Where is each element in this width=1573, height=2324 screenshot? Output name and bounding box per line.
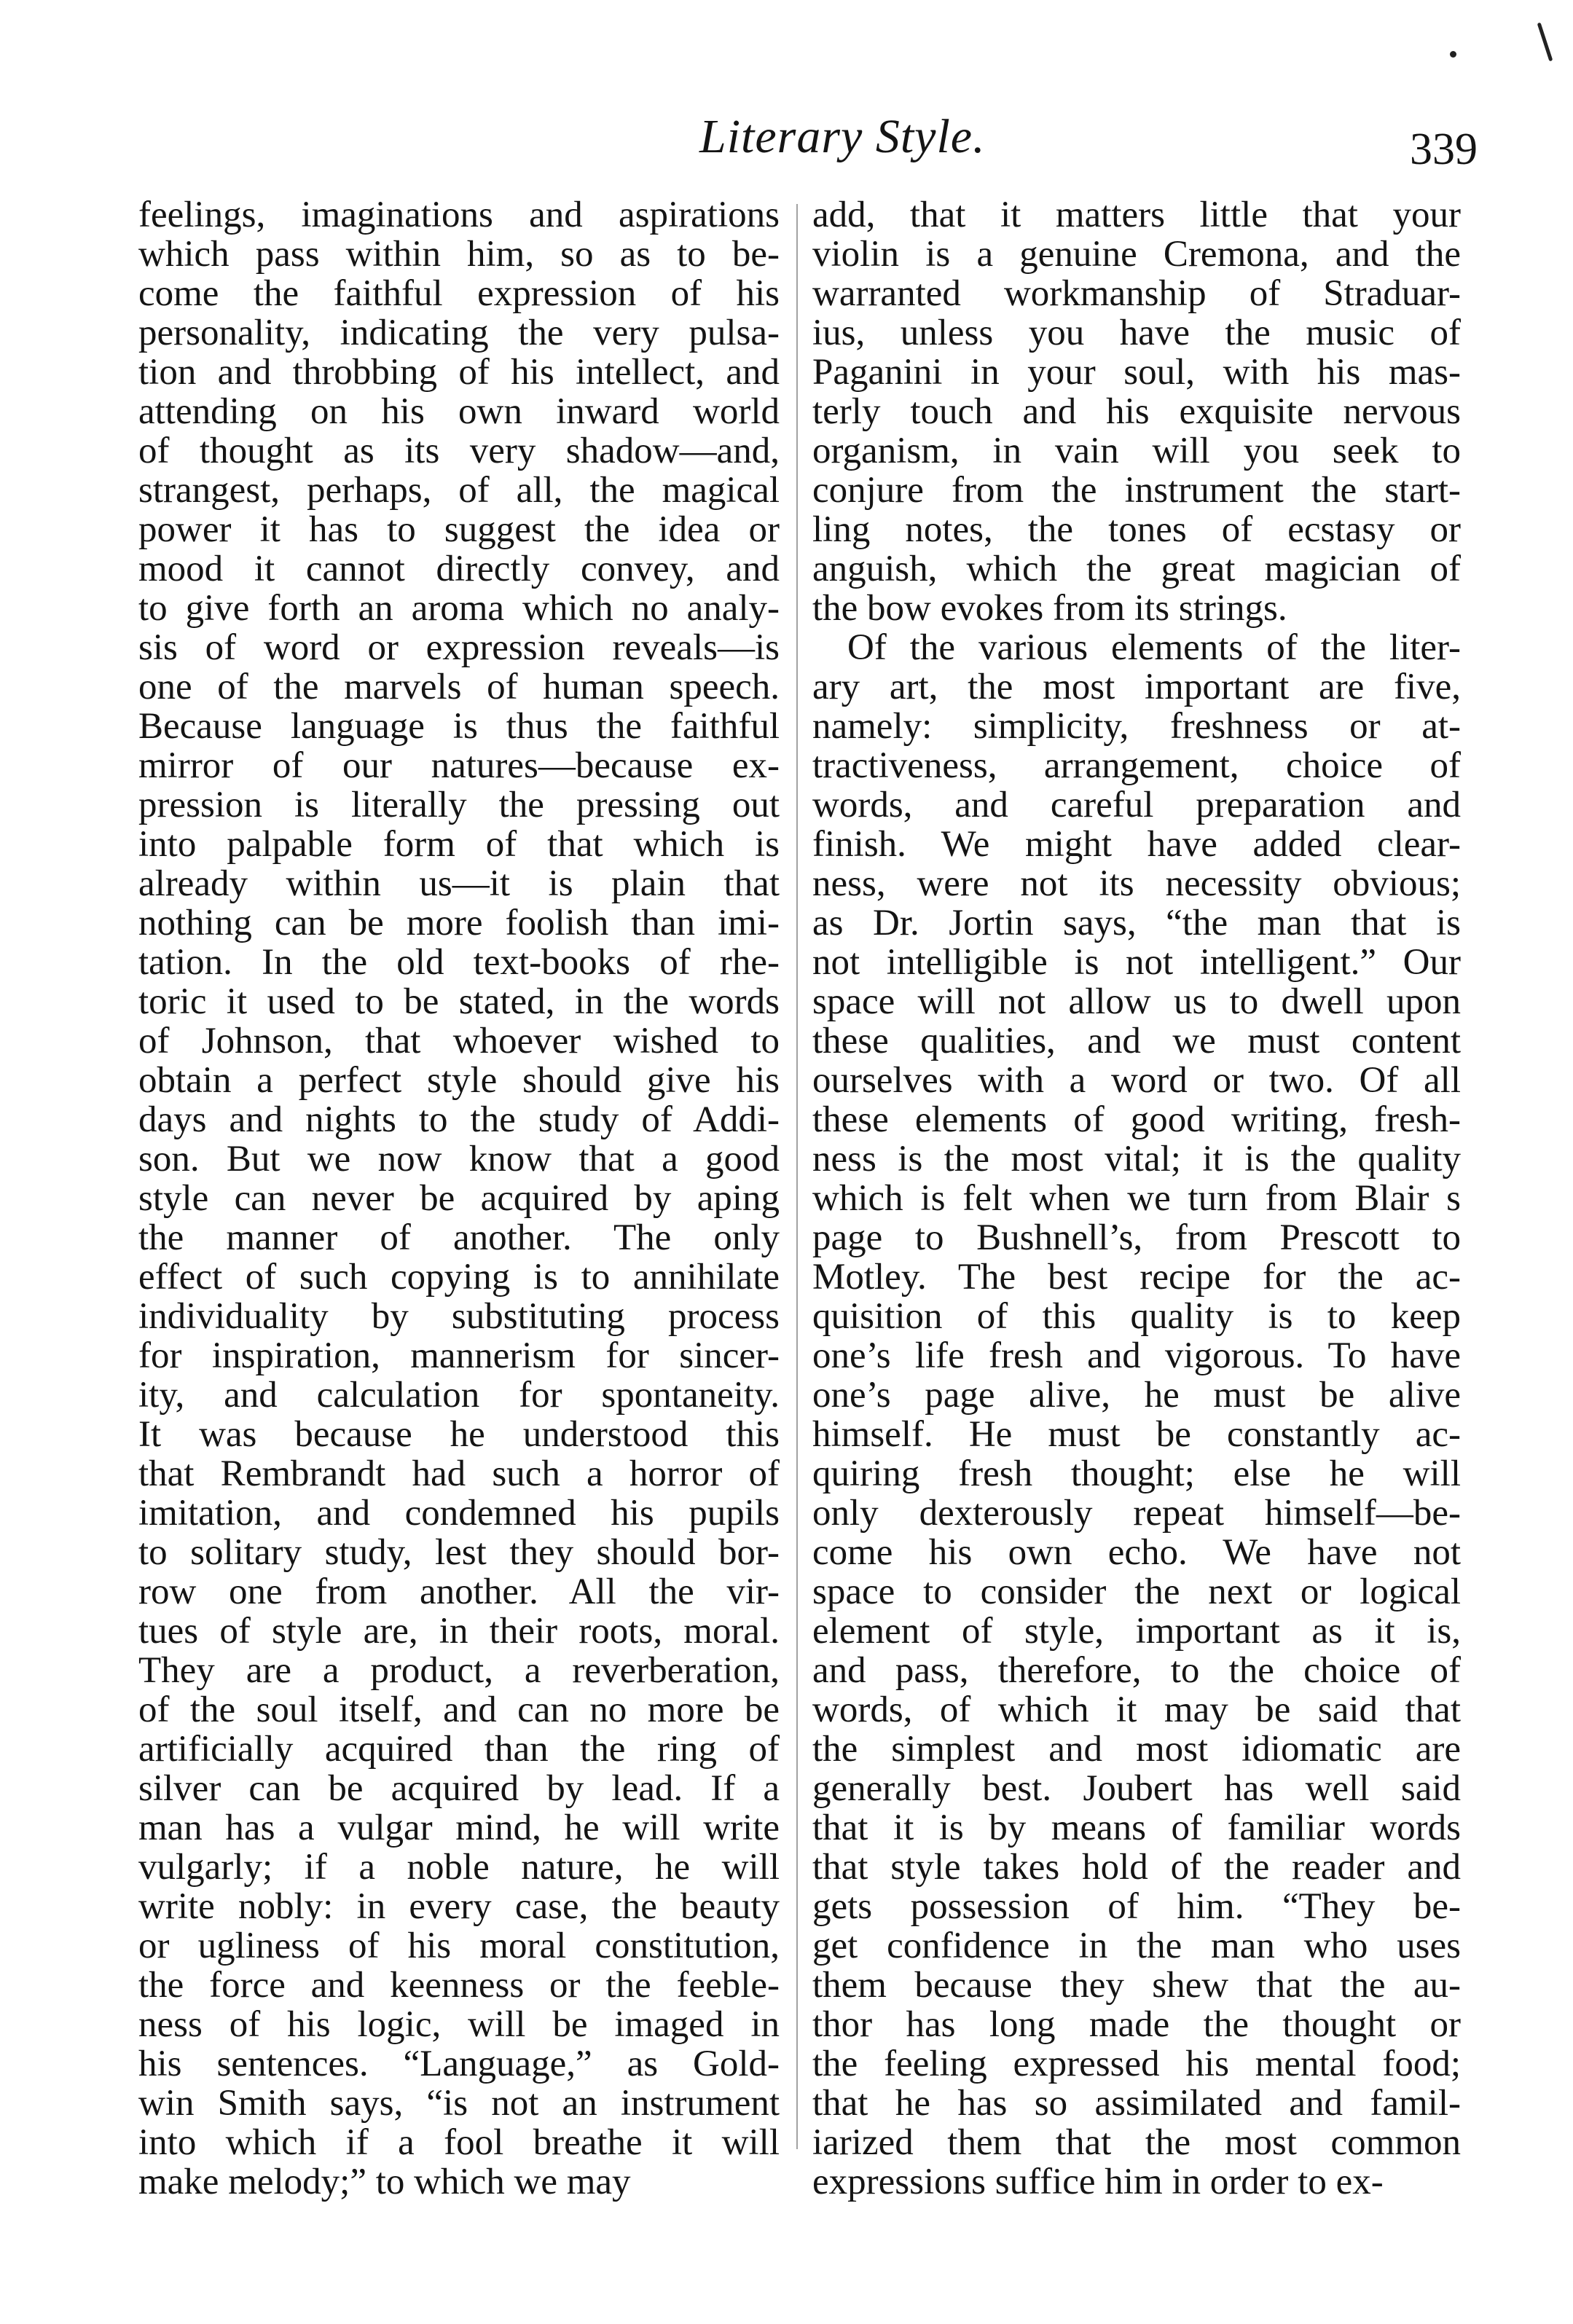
text-line: to give forth an aroma which no analy- — [138, 588, 780, 629]
text-line: mirror of our natures—because ex- — [138, 745, 780, 786]
text-line: one’s page alive, he must be alive — [812, 1375, 1461, 1416]
text-line: effect of such copying is to annihilate — [138, 1257, 780, 1298]
text-line: the simplest and most idiomatic are — [812, 1729, 1461, 1770]
text-line: son. But we now know that a good — [138, 1139, 780, 1179]
text-line: Of the various elements of the liter- — [847, 627, 1461, 668]
text-line: power it has to suggest the idea or — [138, 509, 780, 550]
text-line: add, that it matters little that your — [812, 195, 1461, 235]
text-line: to solitary study, lest they should bor- — [138, 1532, 780, 1573]
text-line: quisition of this quality is to keep — [812, 1296, 1461, 1337]
text-line: conjure from the instrument the start- — [812, 470, 1461, 511]
text-line: that style takes hold of the reader and — [812, 1847, 1461, 1888]
text-line: the bow evokes from its strings. — [812, 588, 1287, 629]
text-line: of the soul itself, and can no more be — [138, 1689, 780, 1730]
text-line: generally best. Joubert has well said — [812, 1768, 1461, 1809]
text-line: ourselves with a word or two. Of all — [812, 1060, 1461, 1101]
text-line: get confidence in the man who uses — [812, 1925, 1461, 1966]
text-line: personality, indicating the very pulsa- — [138, 313, 780, 353]
print-speck — [1537, 23, 1553, 62]
text-line: ary art, the most important are five, — [812, 667, 1461, 707]
text-line: make melody;” to which we may — [138, 2162, 631, 2202]
text-line: or ugliness of his moral constitution, — [138, 1925, 780, 1966]
text-line: nothing can be more foolish than imi- — [138, 903, 780, 943]
text-line: warranted workmanship of Straduar- — [812, 273, 1461, 314]
text-line: that Rembrandt had such a horror of — [138, 1453, 780, 1494]
text-line: ling notes, the tones of ecstasy or — [812, 509, 1461, 550]
text-line: space to consider the next or logical — [812, 1571, 1461, 1612]
text-line: himself. He must be constantly ac- — [812, 1414, 1461, 1455]
text-line: that it is by means of familiar words — [812, 1807, 1461, 1848]
text-line: ness, were not its necessity obvious; — [812, 863, 1461, 904]
text-line: Paganini in your soul, with his mas- — [812, 352, 1461, 393]
text-line: them because they shew that the au- — [812, 1965, 1461, 2006]
running-title: Literary Style. — [699, 110, 986, 163]
text-line: these elements of good writing, fresh- — [812, 1099, 1461, 1140]
text-line: element of style, important as it is, — [812, 1611, 1461, 1652]
text-line: organism, in vain will you seek to — [812, 431, 1461, 471]
text-line: individuality by substituting process — [138, 1296, 780, 1337]
text-line: and pass, therefore, to the choice of — [812, 1650, 1461, 1691]
text-line: They are a product, a reverberation, — [138, 1650, 780, 1691]
text-line: iarized them that the most common — [812, 2122, 1461, 2163]
text-line: win Smith says, “is not an instrument — [138, 2083, 780, 2124]
text-line: thor has long made the thought or — [812, 2004, 1461, 2045]
text-line: words, and careful preparation and — [812, 785, 1461, 825]
text-line: one of the marvels of human speech. — [138, 667, 780, 707]
text-line: vulgarly; if a noble nature, he will — [138, 1847, 780, 1888]
text-line: violin is a genuine Cremona, and the — [812, 234, 1461, 275]
text-line: ness of his logic, will be imaged in — [138, 2004, 780, 2045]
text-line: silver can be acquired by lead. If a — [138, 1768, 780, 1809]
text-line: namely: simplicity, freshness or at- — [812, 706, 1461, 747]
text-line: pression is literally the pressing out — [138, 785, 780, 825]
text-line: imitation, and condemned his pupils — [138, 1493, 780, 1534]
text-line: for inspiration, mannerism for sincer- — [138, 1335, 780, 1376]
text-line: man has a vulgar mind, he will write — [138, 1807, 780, 1848]
text-line: row one from another. All the vir- — [138, 1571, 780, 1612]
text-line: obtain a perfect style should give his — [138, 1060, 780, 1101]
text-line: quiring fresh thought; else he will — [812, 1453, 1461, 1494]
text-line: into palpable form of that which is — [138, 824, 780, 865]
text-line: gets possession of him. “They be- — [812, 1886, 1461, 1927]
text-line: words, of which it may be said that — [812, 1689, 1461, 1730]
text-line: tion and throbbing of his intellect, and — [138, 352, 780, 393]
text-line: into which if a fool breathe it will — [138, 2122, 780, 2163]
page-header — [0, 109, 1573, 175]
text-line: terly touch and his exquisite nervous — [812, 391, 1461, 432]
text-line: feelings, imaginations and aspirations — [138, 195, 780, 235]
text-line: expressions suffice him in order to ex- — [812, 2162, 1384, 2202]
text-line: his sentences. “Language,” as Gold- — [138, 2044, 780, 2084]
text-line: attending on his own inward world — [138, 391, 780, 432]
text-line: of Johnson, that whoever wished to — [138, 1021, 780, 1061]
text-line: the feeling expressed his mental food; — [812, 2044, 1461, 2084]
text-line: already within us—it is plain that — [138, 863, 780, 904]
text-line: days and nights to the study of Addi- — [138, 1099, 780, 1140]
text-line: Because language is thus the faithful — [138, 706, 780, 747]
text-line: style can never be acquired by aping — [138, 1178, 780, 1219]
text-line: tues of style are, in their roots, moral. — [138, 1611, 780, 1652]
text-line: one’s life fresh and vigorous. To have — [812, 1335, 1461, 1376]
page-number: 339 — [1410, 125, 1478, 174]
right-text-column — [812, 195, 1461, 2202]
text-line: as Dr. Jortin says, “the man that is — [812, 903, 1461, 943]
text-line: ity, and calculation for spontaneity. — [138, 1375, 780, 1416]
text-line: come his own echo. We have not — [812, 1532, 1461, 1573]
text-line: not intelligible is not intelligent.” Our — [812, 942, 1461, 983]
text-line: these qualities, and we must content — [812, 1021, 1461, 1061]
text-line: of thought as its very shadow—and, — [138, 431, 780, 471]
text-line: which pass within him, so as to be- — [138, 234, 780, 275]
text-line: write nobly: in every case, the beauty — [138, 1886, 780, 1927]
text-line: space will not allow us to dwell upon — [812, 981, 1461, 1022]
text-line: which is felt when we turn from Blair s — [812, 1178, 1461, 1219]
text-line: only dexterously repeat himself—be- — [812, 1493, 1461, 1534]
text-line: tation. In the old text-books of rhe- — [138, 942, 780, 983]
text-line: strangest, perhaps, of all, the magical — [138, 470, 780, 511]
text-line: It was because he understood this — [138, 1414, 780, 1455]
text-line: artificially acquired than the ring of — [138, 1729, 780, 1770]
text-line: finish. We might have added clear- — [812, 824, 1461, 865]
text-line: the manner of another. The only — [138, 1217, 780, 1258]
text-line: ness is the most vital; it is the quality — [812, 1139, 1461, 1179]
text-line: that he has so assimilated and famil- — [812, 2083, 1461, 2124]
print-speck — [1450, 51, 1456, 58]
text-line: tractiveness, arrangement, choice of — [812, 745, 1461, 786]
text-line: anguish, which the great magician of — [812, 549, 1461, 589]
text-line: mood it cannot directly convey, and — [138, 549, 780, 589]
text-line: ius, unless you have the music of — [812, 313, 1461, 353]
text-line: come the faithful expression of his — [138, 273, 780, 314]
text-line: toric it used to be stated, in the words — [138, 981, 780, 1022]
left-text-column — [138, 195, 780, 2202]
text-line: the force and keenness or the feeble- — [138, 1965, 780, 2006]
column-divider — [796, 204, 798, 2149]
text-line: Motley. The best recipe for the ac- — [812, 1257, 1461, 1298]
text-line: page to Bushnell’s, from Prescott to — [812, 1217, 1461, 1258]
text-line: sis of word or expression reveals—is — [138, 627, 780, 668]
